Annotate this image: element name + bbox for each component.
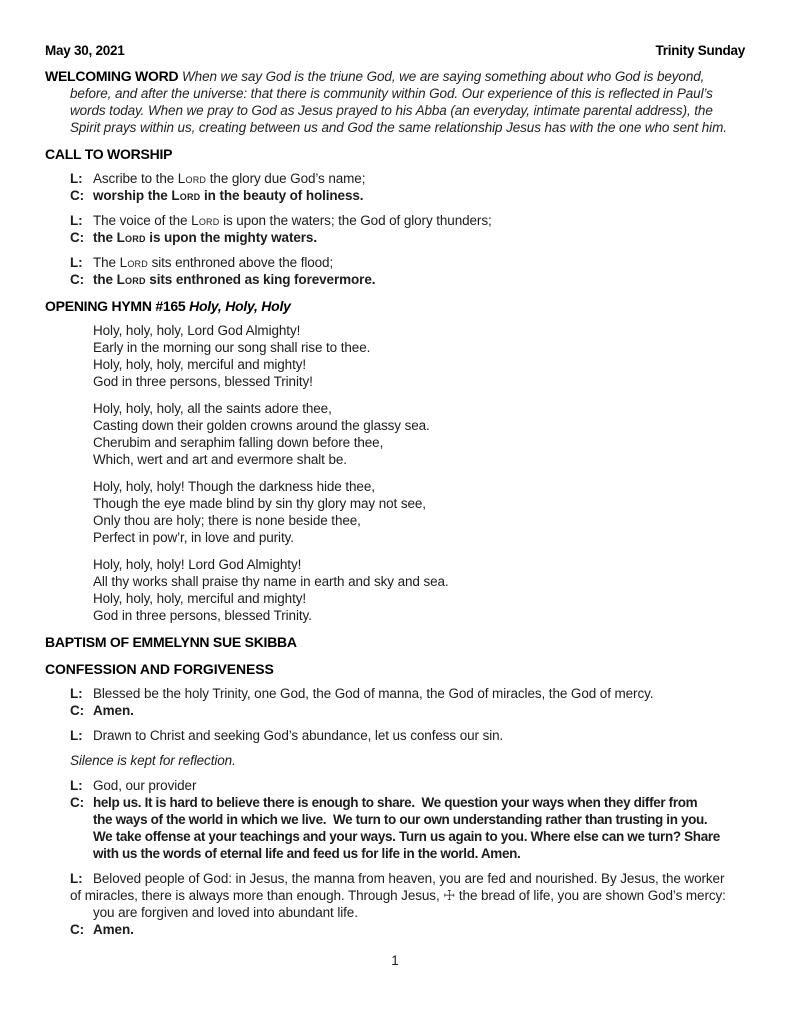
speaker-label: L:: [70, 171, 83, 186]
hymn-line: Holy, holy, holy, Lord God Almighty!: [93, 323, 301, 338]
congregation-line: [45, 271, 745, 288]
hymn-line: God in three persons, blessed Trinity!: [93, 374, 313, 389]
speaker-label: L:: [70, 255, 83, 270]
versicle-text-pre: Ascribe to the: [93, 171, 178, 186]
absolution-line-1: Beloved people of God: in Jesus, the manna from heaven, you are fed and nourished. By Jesus, the worker: [93, 871, 725, 886]
heading-baptism: BAPTISM OF EMMELYNN SUE SKIBBA: [45, 634, 297, 650]
hymn-title: Holy, Holy, Holy: [189, 298, 291, 314]
page-number: 1: [391, 953, 399, 968]
hymn-line: Only thou are holy; there is none beside thee,: [93, 513, 361, 528]
hymn-line: Holy, holy, holy, all the saints adore thee,: [93, 401, 332, 416]
versicle-text-pre: The: [93, 255, 120, 270]
hymn-line: Perfect in pow’r, in love and purity.: [93, 530, 294, 545]
versicle-text-post: in the beauty of holiness.: [200, 188, 364, 203]
confession-call-line: [45, 727, 745, 744]
congregation-line: [45, 229, 745, 246]
prayer-line: We take offense at your teachings and your ways. Turn us again to you. Where else can we turn? Share: [93, 829, 720, 844]
speaker-label: L:: [70, 871, 83, 886]
hymn-line: Which, wert and art and evermore shalt be.: [93, 452, 347, 467]
line-text: Blessed be the holy Trinity, one God, the God of manna, the God of miracles, the God of mercy.: [93, 686, 654, 701]
leader-line: [45, 870, 745, 887]
versicle-pair: [45, 254, 745, 288]
speaker-label: C:: [70, 795, 85, 810]
absolution-block: [45, 870, 745, 938]
welcoming-word-label: WELCOMING WORD: [45, 68, 179, 84]
versicle-text-post: sits enthroned above the flood;: [147, 255, 334, 270]
versicle-text-post: is upon the mighty waters.: [145, 230, 317, 245]
leader-line: [45, 777, 745, 794]
speaker-label: L:: [70, 728, 83, 743]
speaker-label: C:: [70, 272, 85, 287]
line-text: Amen.: [93, 922, 134, 937]
hymn-line: All thy works shall praise thy name in earth and sky and sea.: [93, 574, 449, 589]
speaker-label: L:: [70, 778, 83, 793]
versicle-text-post: the glory due God’s name;: [206, 171, 366, 186]
versicle-text-pre: the: [93, 272, 117, 287]
lord-smallcaps: Lord: [116, 272, 146, 287]
hymn-line: God in three persons, blessed Trinity.: [93, 608, 312, 623]
heading-confession: CONFESSION AND FORGIVENESS: [45, 661, 274, 677]
hymn-verse-2: [93, 400, 745, 468]
lord-smallcaps: Lord: [171, 188, 201, 203]
versicle-text-post: sits enthroned as king forevermore.: [145, 272, 376, 287]
absolution-line-3: you are forgiven and loved into abundant life.: [93, 905, 358, 920]
versicle-text-post: is upon the waters; the God of glory thunders;: [219, 213, 492, 228]
hymn-line: Holy, holy, holy! Lord God Almighty!: [93, 557, 302, 572]
line-text: Drawn to Christ and seeking God’s abundance, let us confess our sin.: [93, 728, 504, 743]
leader-line: [45, 685, 745, 702]
hymn-line: Early in the morning our song shall rise to thee.: [93, 340, 371, 355]
prayer-line: help us. It is hard to believe there is enough to share. We question your ways when they differ from: [93, 795, 698, 810]
leader-line: [45, 254, 745, 271]
lord-smallcaps: Lord: [191, 213, 220, 228]
lord-smallcaps: Lord: [177, 171, 207, 186]
congregation-line: [45, 187, 745, 204]
heading-opening-hymn: [45, 298, 745, 315]
hymn-line: Holy, holy, holy, merciful and mighty!: [93, 591, 307, 606]
leader-line: [45, 212, 745, 229]
versicle-pair: [45, 212, 745, 246]
versicle-pair: [45, 170, 745, 204]
hymn-line: Holy, holy, holy, merciful and mighty!: [93, 357, 307, 372]
line-text: Amen.: [93, 703, 134, 718]
opening-hymn-label: OPENING HYMN #165: [45, 298, 186, 314]
leader-line: [45, 170, 745, 187]
confession-invocation: [45, 685, 745, 719]
speaker-label: L:: [70, 213, 83, 228]
lord-smallcaps: Lord: [119, 255, 148, 270]
spacer: [45, 862, 745, 870]
lord-smallcaps: Lord: [116, 230, 146, 245]
heading-call-to-worship: CALL TO WORSHIP: [45, 146, 173, 162]
hymn-verse-1: [93, 322, 745, 390]
congregation-prayer-block: [45, 794, 745, 862]
absolution-line-2: of miracles, there is always more than enough. Through Jesus, ☩ the bread of life, you are shown God’s mercy:: [70, 888, 726, 903]
versicle-text-pre: The voice of the: [93, 213, 192, 228]
speaker-label: L:: [70, 686, 83, 701]
hymn-line: Cherubim and seraphim falling down before thee,: [93, 435, 384, 450]
page-footer: [45, 952, 745, 969]
welcoming-word-text: When we say God is the triune God, we are saying something about who God is beyond, before, and after the universe: that there is community within God. Our experience of this is reflected in Paul’s words today. When we pray to God as Jesus prayed to his Abba (an everyday, intimate parental address), the Spirit prays within us, creating between us and God the same relationship Jesus has with the one who sent him.: [70, 69, 727, 135]
hymn-verse-3: [93, 478, 745, 546]
welcoming-word-paragraph: [45, 68, 745, 136]
versicle-text-pre: worship the: [93, 188, 172, 203]
hymn-line: Though the eye made blind by sin thy glory may not see,: [93, 496, 426, 511]
speaker-label: C:: [70, 703, 85, 718]
speaker-label: C:: [70, 230, 85, 245]
sunday-title: Trinity Sunday: [655, 43, 745, 58]
page-header: [45, 42, 745, 59]
hymn-verse-4: [93, 556, 745, 624]
prayer-line: with us the words of eternal life and feed us for life in the world. Amen.: [93, 846, 521, 861]
prayer-line: the ways of the world in which we live. We turn to our own understanding rather than trusting in you.: [93, 812, 708, 827]
versicle-text-pre: the: [93, 230, 117, 245]
hymn-line: Holy, holy, holy! Though the darkness hide thee,: [93, 479, 375, 494]
speaker-label: C:: [70, 188, 85, 203]
congregation-line: [45, 921, 745, 938]
line-text: God, our provider: [93, 778, 197, 793]
silence-rubric: Silence is kept for reflection.: [70, 753, 236, 768]
confession-prayer: [45, 777, 745, 862]
hymn-line: Casting down their golden crowns around the glassy sea.: [93, 418, 430, 433]
service-date: May 30, 2021: [45, 43, 125, 58]
speaker-label: C:: [70, 922, 85, 937]
congregation-line: [45, 702, 745, 719]
